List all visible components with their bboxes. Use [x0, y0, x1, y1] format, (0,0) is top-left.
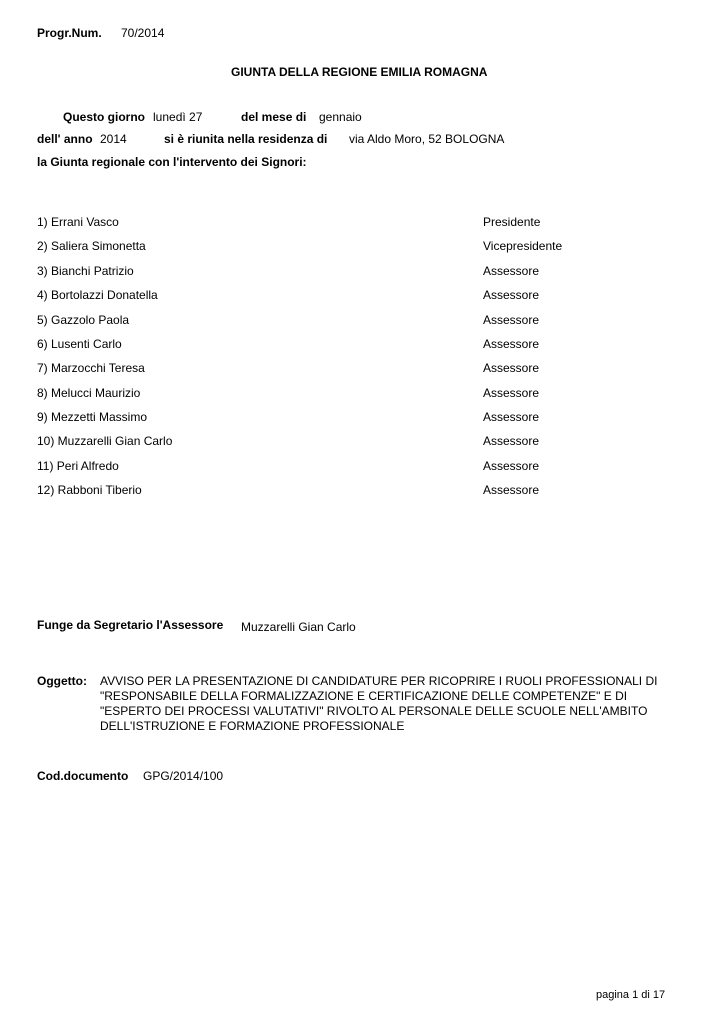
- year-value: 2014: [100, 132, 127, 146]
- member-role: Presidente: [483, 215, 541, 229]
- member-name: 1) Errani Vasco: [37, 215, 119, 229]
- members-intro: la Giunta regionale con l'intervento dei Signori:: [37, 155, 307, 169]
- list-item: [0, 483, 724, 499]
- document-title: GIUNTA DELLA REGIONE EMILIA ROMAGNA: [231, 65, 488, 79]
- list-item: [0, 386, 724, 402]
- progr-num-label: Progr.Num.: [37, 26, 102, 40]
- document-code-label: Cod.documento: [37, 769, 129, 783]
- member-role: Assessore: [483, 361, 540, 375]
- member-role: Assessore: [483, 410, 540, 424]
- list-item: [0, 337, 724, 353]
- progr-num-value: 70/2014: [121, 26, 165, 40]
- list-item: [0, 361, 724, 377]
- page-number: pagina 1 di 17: [596, 989, 666, 1001]
- member-name: 8) Melucci Maurizio: [37, 386, 141, 400]
- list-item: [0, 239, 724, 255]
- member-role: Vicepresidente: [483, 239, 563, 253]
- list-item: [0, 288, 724, 304]
- member-name: 7) Marzocchi Teresa: [37, 361, 145, 375]
- member-name: 12) Rabboni Tiberio: [37, 483, 142, 497]
- place-label: si è riunita nella residenza di: [164, 132, 328, 146]
- year-label: dell' anno: [37, 132, 93, 146]
- member-name: 5) Gazzolo Paola: [37, 313, 130, 327]
- member-role: Assessore: [483, 386, 540, 400]
- list-item: [0, 410, 724, 426]
- place-value: via Aldo Moro, 52 BOLOGNA: [349, 132, 505, 146]
- list-item: [0, 215, 724, 231]
- member-role: Assessore: [483, 264, 540, 278]
- member-name: 11) Peri Alfredo: [37, 459, 119, 473]
- subject-text: AVVISO PER LA PRESENTAZIONE DI CANDIDATURE PER RICOPRIRE I RUOLI PROFESSIONALI DI "RESPONSABILE DELLA FORMALIZZAZIONE E CERTIFICAZIONE DELLE COMPETENZE" E DI "ESPERTO DEI PROCESSI VALUTATIVI" RIVOLTO AL PERSONALE DELLE SCUOLE NELL'AMBITO DELL'ISTRUZIONE E FORMAZIONE PROFESSIONALE: [100, 674, 658, 733]
- month-label: del mese di: [241, 110, 307, 124]
- subject-label: Oggetto:: [37, 674, 87, 688]
- member-role: Assessore: [483, 483, 540, 497]
- secretary-label: Funge da Segretario l'Assessore: [37, 618, 224, 632]
- member-name: 4) Bortolazzi Donatella: [37, 288, 158, 302]
- member-role: Assessore: [483, 288, 540, 302]
- member-name: 3) Bianchi Patrizio: [37, 264, 134, 278]
- member-role: Assessore: [483, 337, 540, 351]
- member-role: Assessore: [483, 434, 540, 448]
- member-name: 6) Lusenti Carlo: [37, 337, 122, 351]
- secretary-value: Muzzarelli Gian Carlo: [241, 620, 356, 634]
- member-name: 10) Muzzarelli Gian Carlo: [37, 434, 173, 448]
- month-value: gennaio: [319, 110, 362, 124]
- list-item: [0, 264, 724, 280]
- list-item: [0, 434, 724, 450]
- member-name: 2) Saliera Simonetta: [37, 239, 146, 253]
- list-item: [0, 313, 724, 329]
- member-name: 9) Mezzetti Massimo: [37, 410, 148, 424]
- day-label: Questo giorno: [63, 110, 145, 124]
- list-item: [0, 459, 724, 475]
- document-code-value: GPG/2014/100: [143, 769, 224, 783]
- day-value: lunedì 27: [153, 110, 203, 124]
- member-role: Assessore: [483, 313, 540, 327]
- member-role: Assessore: [483, 459, 540, 473]
